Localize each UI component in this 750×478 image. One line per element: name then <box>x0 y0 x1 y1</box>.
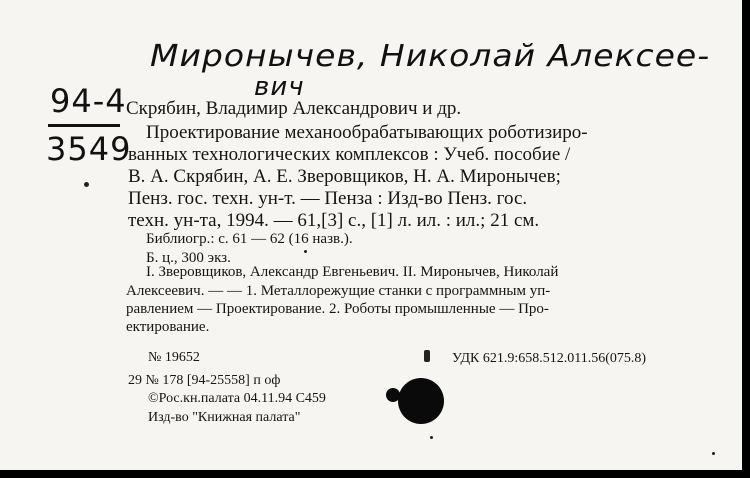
speck-mark <box>430 436 433 439</box>
title-line-1: Проектирование механообрабатывающих роботизиро- <box>146 122 588 143</box>
card-heading: Скрябин, Владимир Александрович и др. <box>126 98 462 119</box>
bibliography-note: Библиогр.: с. 61 — 62 (16 назв.). <box>146 231 353 247</box>
speck-mark <box>84 182 89 187</box>
handwritten-author-line-1: Миронычев, Николай Алексее- <box>150 37 711 74</box>
price-note: Б. ц., 300 экз. <box>146 250 231 266</box>
tracings-line-1: I. Зверовщиков, Александр Евгеньевич. II. Миронычев, Николай <box>146 264 559 280</box>
title-line-4: Пенз. гос. техн. ун-т. — Пенза : Изд-во Пенз. гос. <box>128 188 528 209</box>
shelf-mark-bottom: 3549 <box>46 130 132 168</box>
shelf-mark-divider <box>48 124 120 127</box>
title-line-3: В. А. Скрябин, А. Е. Зверовщиков, Н. А. Миронычев; <box>128 166 561 187</box>
speck-mark <box>424 350 430 362</box>
copyright-line: ©Рос.кн.палата 04.11.94 С459 <box>148 391 326 406</box>
tracings-line-2: Алексеевич. — — 1. Металлорежущие станки с программным уп- <box>126 283 551 299</box>
publisher-line: Изд-во "Книжная палата" <box>148 410 301 425</box>
title-line-5: техн. ун-та, 1994. — 61,[3] с., [1] л. ил. : ил.; 21 см. <box>128 210 540 231</box>
tracings-line-4: ектирование. <box>126 319 210 335</box>
order-line: 29 № 178 [94-25558] п оф <box>128 373 281 388</box>
card-number: № 19652 <box>148 350 200 365</box>
speck-mark <box>712 452 715 455</box>
tracings-line-3: равлением — Проектирование. 2. Роботы промышленные — Про- <box>126 301 549 317</box>
ink-blot-small <box>386 388 400 402</box>
udc-code: УДК 621.9:658.512.011.56(075.8) <box>452 351 647 366</box>
speck-mark <box>304 250 307 253</box>
handwritten-author-line-2: вич <box>254 72 305 102</box>
shelf-mark-top: 94-4 <box>50 82 127 120</box>
ink-blot <box>398 378 444 424</box>
title-line-2: ванных технологических комплексов : Учеб. пособие / <box>128 144 571 165</box>
